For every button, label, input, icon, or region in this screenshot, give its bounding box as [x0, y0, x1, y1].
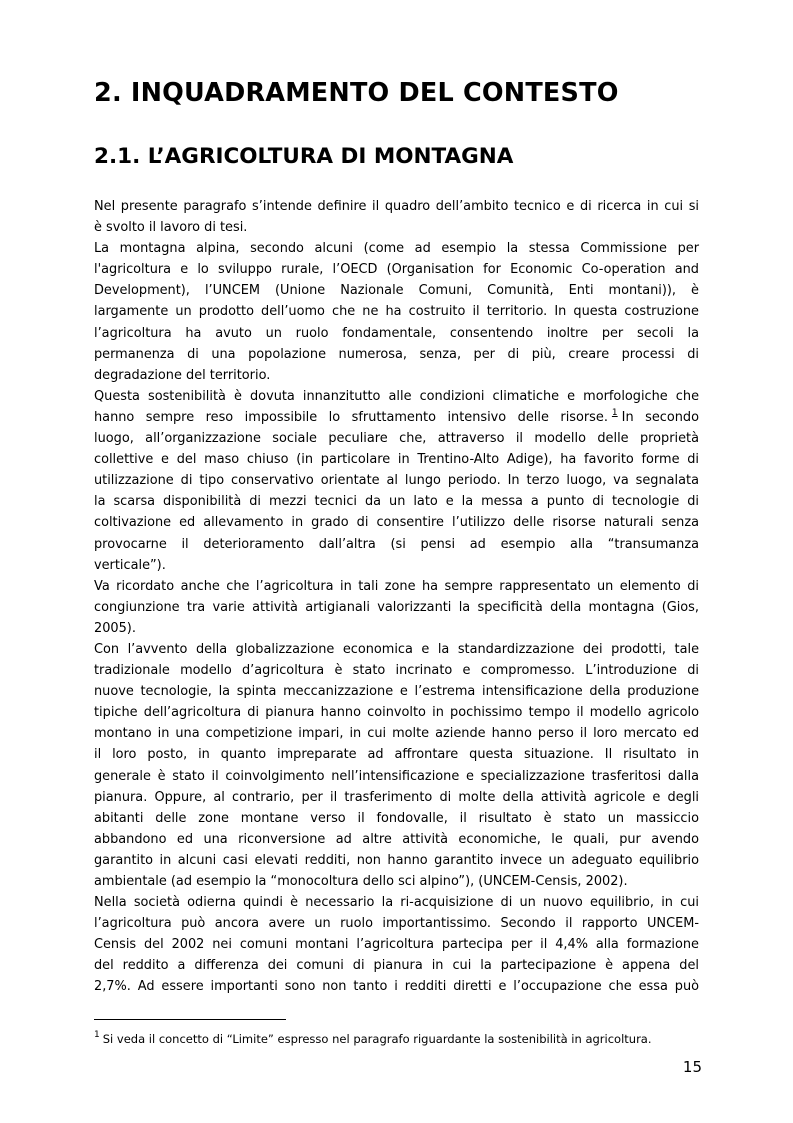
text-line: ambientale (ad esempio la “monocoltura dello sci alpino”), (UNCEM-Censis, 2002). — [94, 874, 628, 889]
text-segment: In secondo — [621, 409, 699, 425]
footnote-divider — [94, 1019, 286, 1020]
section-title: 2.1. L’AGRICOLTURA DI MONTAGNA — [94, 144, 514, 169]
text-line: generale è stato il coinvolgimento nell’intensificazione e specializzazione trasferitosi dalla — [94, 768, 699, 784]
text-line: provocarne il deterioramento dall’altra (si pensi ad esempio alla “transumanza — [94, 536, 699, 552]
text-line: collettive e del maso chiuso (in particolare in Trentino-Alto Adige), ha favorito forme di — [94, 452, 699, 468]
text-line: Nel presente paragrafo s’intende definire il quadro dell’ambito tecnico e di ricerca in cui si — [94, 199, 699, 214]
text-line: nuove tecnologie, la spinta meccanizzazione e l’estrema intensificazione della produzione — [94, 684, 699, 700]
text-line: abitanti delle zone montane verso il fondovalle, il risultato è stato un massiccio — [94, 810, 699, 826]
text-line: è svolto il lavoro di tesi. — [94, 220, 248, 236]
text-line: pianura. Oppure, al contrario, per il trasferimento di molte della attività agricole e degli — [94, 789, 699, 805]
text-line: verticale”). — [94, 557, 166, 573]
text-line: l’agricoltura ha avuto un ruolo fondamentale, consentendo inoltre per secoli la — [94, 325, 699, 341]
text-line: La montagna alpina, secondo alcuni (come ad esempio la stessa Commissione per — [94, 241, 699, 257]
text-line: garantito in alcuni casi elevati redditi, non hanno garantito invece un adeguato equilibrio — [94, 852, 699, 868]
text-segment: hanno sempre reso impossibile lo sfruttamento intensivo delle risorse. — [94, 409, 608, 425]
text-line: degradazione del territorio. — [94, 367, 271, 383]
footnote — [94, 1025, 704, 1049]
text-line: abbandono ed una riconversione ad altre attività economiche, le quali, pur avendo — [94, 831, 699, 847]
text-line: l’agricoltura può ancora avere un ruolo importantissimo. Secondo il rapporto UNCEM- — [94, 916, 699, 932]
footnote-reference[interactable]: 1 — [611, 407, 618, 418]
text-line: la scarsa disponibilità di mezzi tecnici da un lato e la messa a punto di tecnologie di — [94, 494, 699, 510]
text-line: coltivazione ed allevamento in grado di consentire l’utilizzo delle risorse naturali senza — [94, 515, 699, 531]
text-line: permanenza di una popolazione numerosa, senza, per di più, creare processi di — [94, 346, 699, 362]
text-line: luogo, all’organizzazione sociale peculiare che, attraverso il modello delle proprietà — [94, 431, 699, 447]
text-line: 2005). — [94, 620, 136, 636]
chapter-title: 2. INQUADRAMENTO DEL CONTESTO — [94, 78, 619, 108]
text-line: Con l’avvento della globalizzazione economica e la standardizzazione dei prodotti, tale — [94, 641, 699, 657]
text-line: utilizzazione di tipo conservativo orientate al lungo periodo. In terzo luogo, va segnalata — [94, 473, 699, 489]
footnote-number: 1 — [94, 1030, 100, 1040]
text-line: 2,7%. Ad essere importanti sono non tanto i redditi diretti e l’occupazione che essa può — [94, 979, 699, 995]
text-line: il loro posto, in quanto impreparate ad affrontare questa situazione. Il risultato in — [94, 747, 699, 763]
text-line: Development), l’UNCEM (Unione Nazionale Comuni, Comunità, Enti montani)), è — [94, 283, 699, 299]
text-line: del reddito a differenza dei comuni di pianura in cui la partecipazione è appena del — [94, 958, 699, 974]
text-line: montano in una competizione impari, in cui molte aziende hanno perso il loro mercato ed — [94, 726, 699, 742]
text-line: Nella società odierna quindi è necessario la ri-acquisizione di un nuovo equilibrio, in cui — [94, 895, 699, 911]
text-line: Va ricordato anche che l’agricoltura in tali zone ha sempre rappresentato un elemento di — [94, 578, 699, 594]
footnote-text: Si veda il concetto di “Limite” espresso nel paragrafo riguardante la sostenibilità in agricoltura. — [102, 1032, 652, 1046]
text-line: tradizionale modello d’agricoltura è stato incrinato e compromesso. L’introduzione di — [94, 663, 699, 679]
text-line-with-footnote — [94, 407, 699, 428]
text-line: l'agricoltura e lo sviluppo rurale, l’OECD (Organisation for Economic Co-operation and — [94, 262, 699, 278]
text-line: congiunzione tra varie attività artigianali valorizzanti la specificità della montagna (Gios, — [94, 599, 699, 615]
body-text — [94, 196, 699, 998]
text-line: largamente un prodotto dell’uomo che ne ha costruito il territorio. In questa costruzione — [94, 304, 699, 320]
text-line: Questa sostenibilità è dovuta innanzitutto alle condizioni climatiche e morfologiche che — [94, 388, 699, 404]
text-line: Censis del 2002 nei comuni montani l’agricoltura partecipa per il 4,4% alla formazione — [94, 937, 699, 953]
text-line: tipiche dell’agricoltura di pianura hanno coinvolto in pochissimo tempo il modello agricolo — [94, 705, 699, 721]
page-number: 15 — [682, 1058, 702, 1076]
